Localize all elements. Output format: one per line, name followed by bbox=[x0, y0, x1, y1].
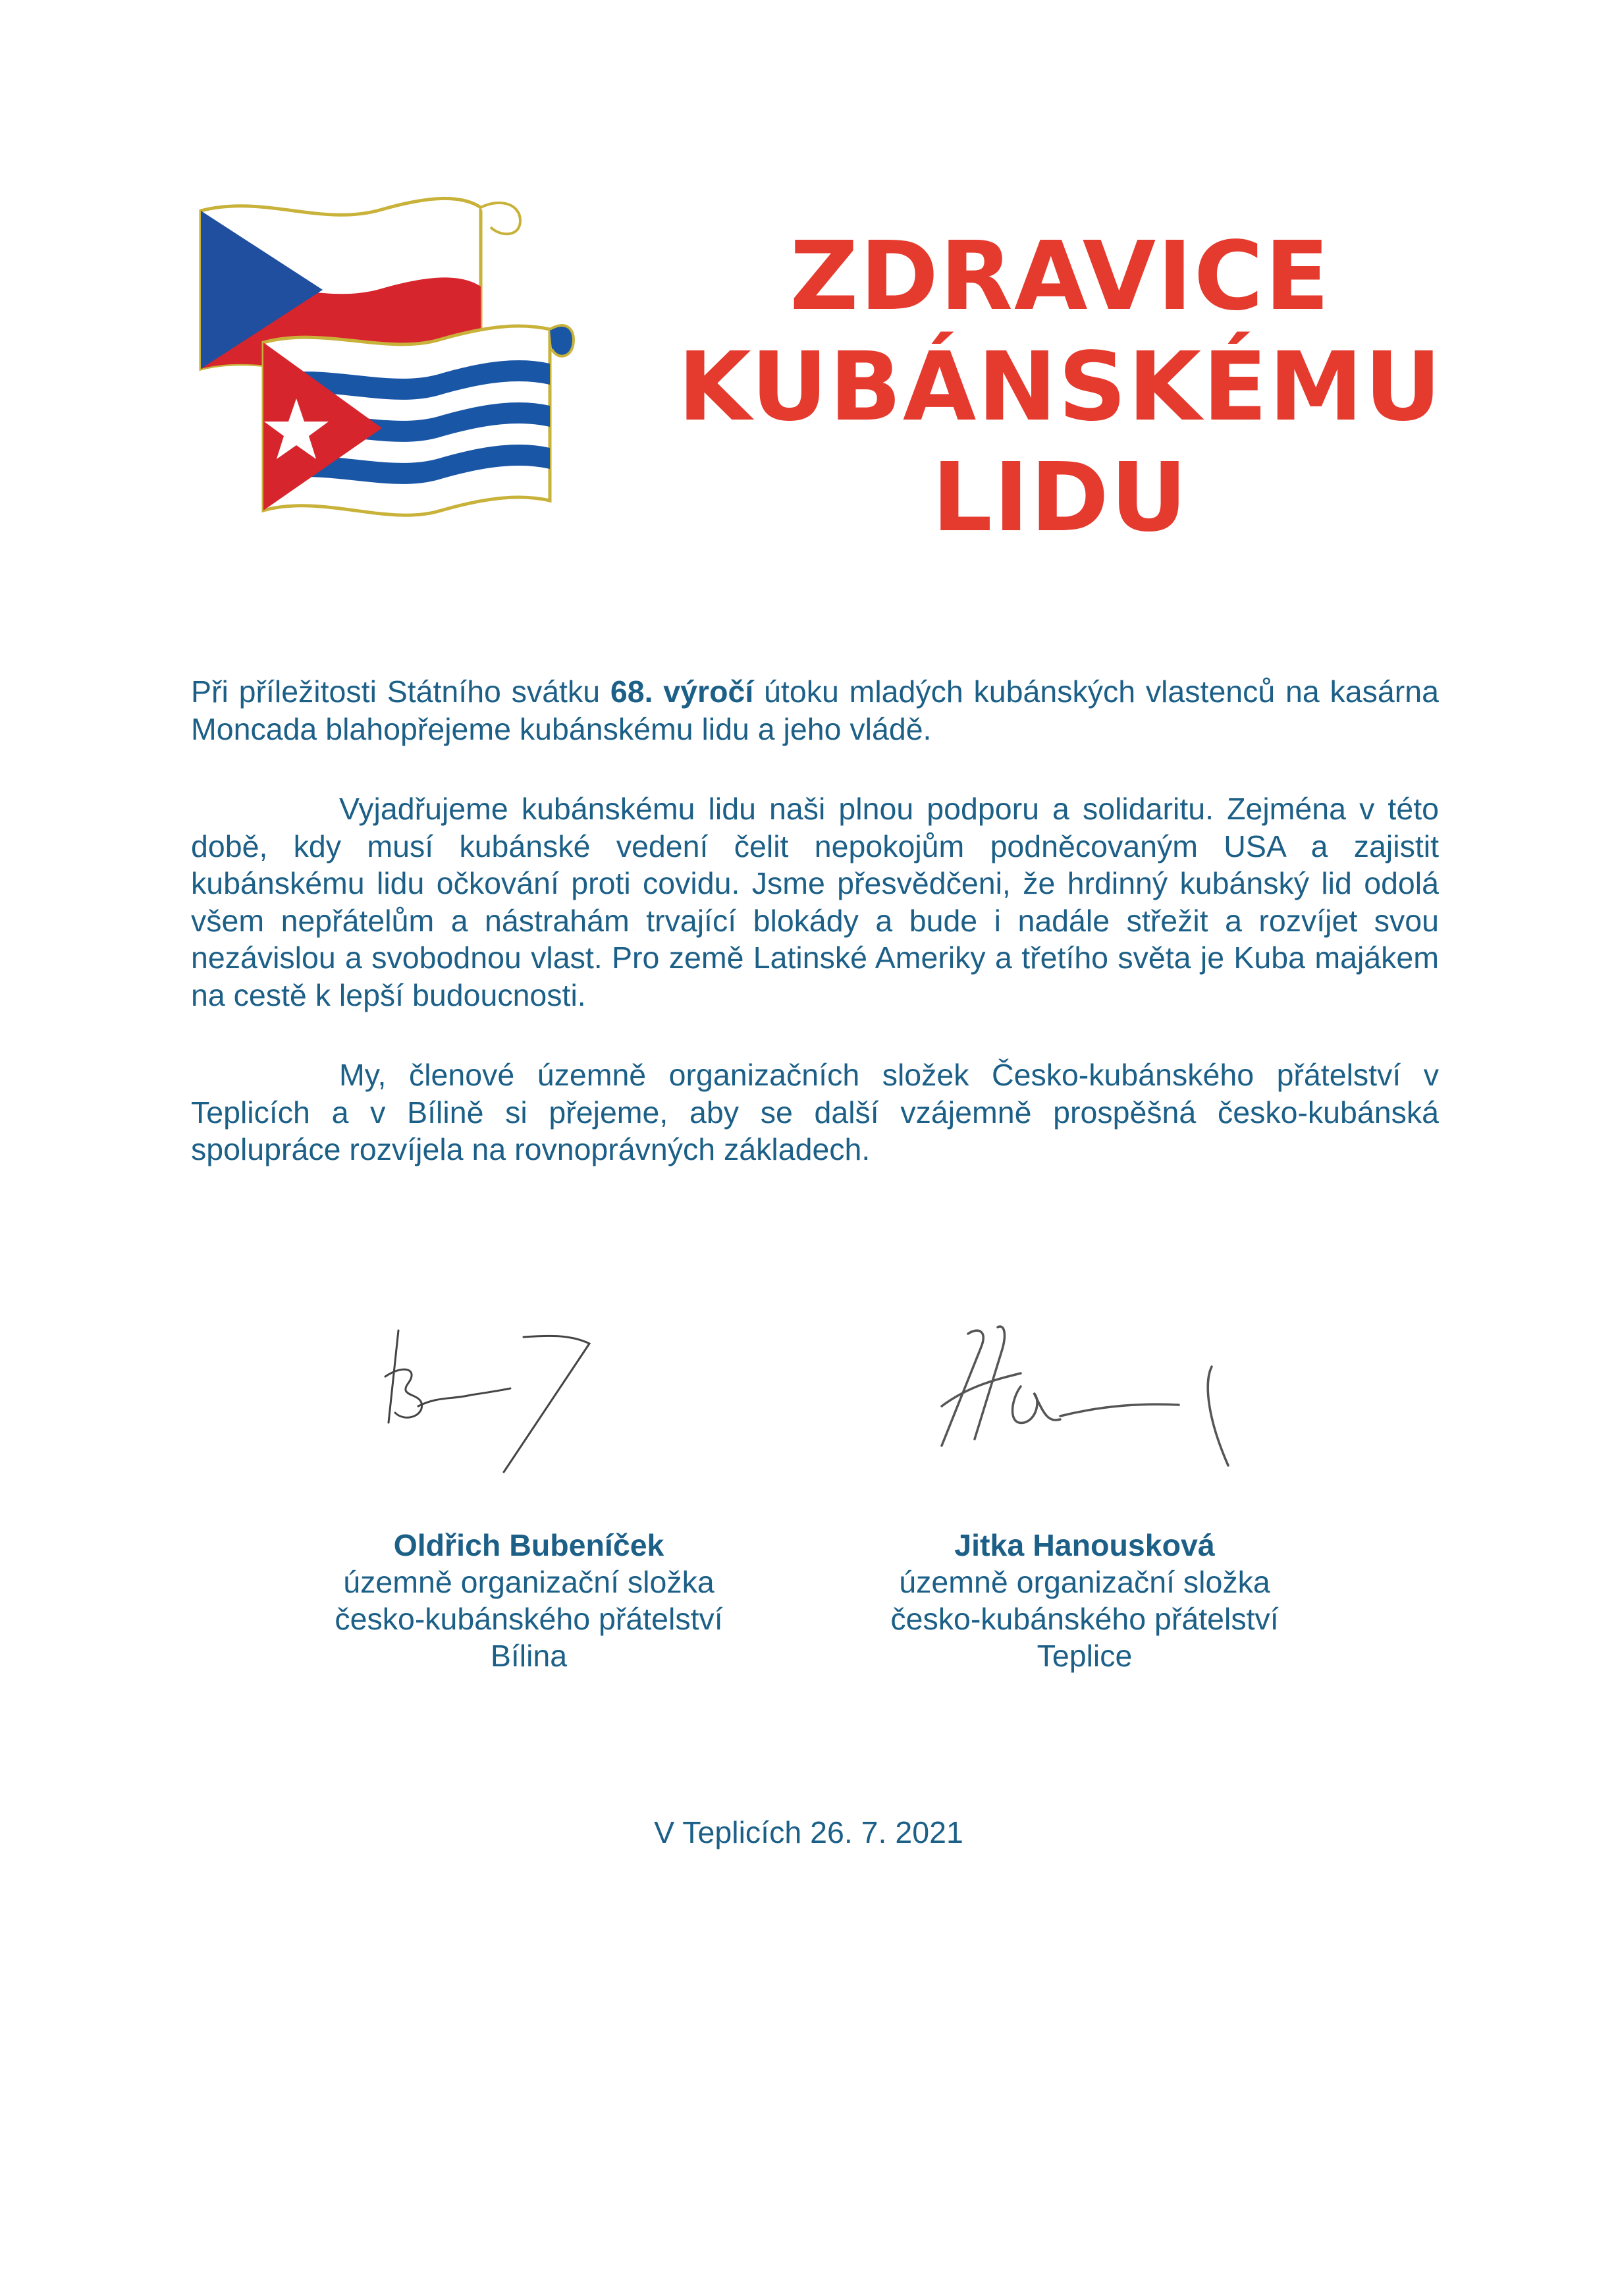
signatory-name: Jitka Hanousková bbox=[954, 1528, 1215, 1562]
signatory-role: územně organizační složka bbox=[899, 1565, 1270, 1599]
czech-cuban-flags-icon bbox=[191, 191, 580, 533]
title-line-2: KUBÁNSKÉMU bbox=[678, 331, 1443, 442]
signatory-teplice bbox=[841, 1527, 1328, 1674]
title-line-3: LIDU bbox=[932, 442, 1189, 553]
signatory-bilina bbox=[285, 1527, 772, 1674]
date-line: V Teplicích 26. 7. 2021 bbox=[654, 1815, 963, 1849]
paragraph-1-end: útoku mladých kubánských vlastenců na kasárna Moncada blahopřejeme kubánskému lidu a jeho vládě. bbox=[191, 674, 1439, 746]
signatory-name: Oldřich Bubeníček bbox=[393, 1528, 664, 1562]
signatory-organization: česko-kubánského přátelství bbox=[335, 1602, 723, 1636]
paragraph-1 bbox=[191, 673, 1439, 748]
signatory-role: územně organizační složka bbox=[343, 1565, 715, 1599]
signatory-place: Teplice bbox=[1037, 1639, 1133, 1673]
signature-icon bbox=[929, 1307, 1245, 1479]
paragraph-1-start: Při příležitosti Státního svátku bbox=[191, 674, 610, 709]
anniversary-emphasis: 68. výročí bbox=[610, 674, 754, 709]
signature-icon bbox=[359, 1317, 622, 1475]
title-line-1: ZDRAVICE bbox=[790, 221, 1331, 331]
document-title bbox=[672, 221, 1449, 553]
signatory-place: Bílina bbox=[490, 1639, 568, 1673]
letter-body bbox=[191, 673, 1439, 1211]
paragraph-3: My, členové územně organizačních složek Česko-kubánského přátelství v Teplicích a v Bílině si přejeme, aby se další vzájemně prospěšná česko-kubánská spolupráce rozvíjela na rovnoprávných základech. bbox=[191, 1058, 1439, 1166]
signatory-organization: česko-kubánského přátelství bbox=[890, 1602, 1279, 1636]
paragraph-2: Vyjadřujeme kubánskému lidu naši plnou podporu a solidaritu. Zejména v této době, kdy musí kubánské vedení čelit nepokojům podněcovaným USA a zajistit kubánskému lidu očkování proti covidu. Jsme přesvědčeni, že hrdinný kubánský lid odolá všem nepřátelům a nástrahám trvající blokády a bude i nadále střežit a rozvíjet svou nezávislou a svobodnou vlast. Pro země Latinské Ameriky a třetího světa je Kuba majákem na cestě k lepší budoucnosti. bbox=[191, 792, 1439, 1012]
